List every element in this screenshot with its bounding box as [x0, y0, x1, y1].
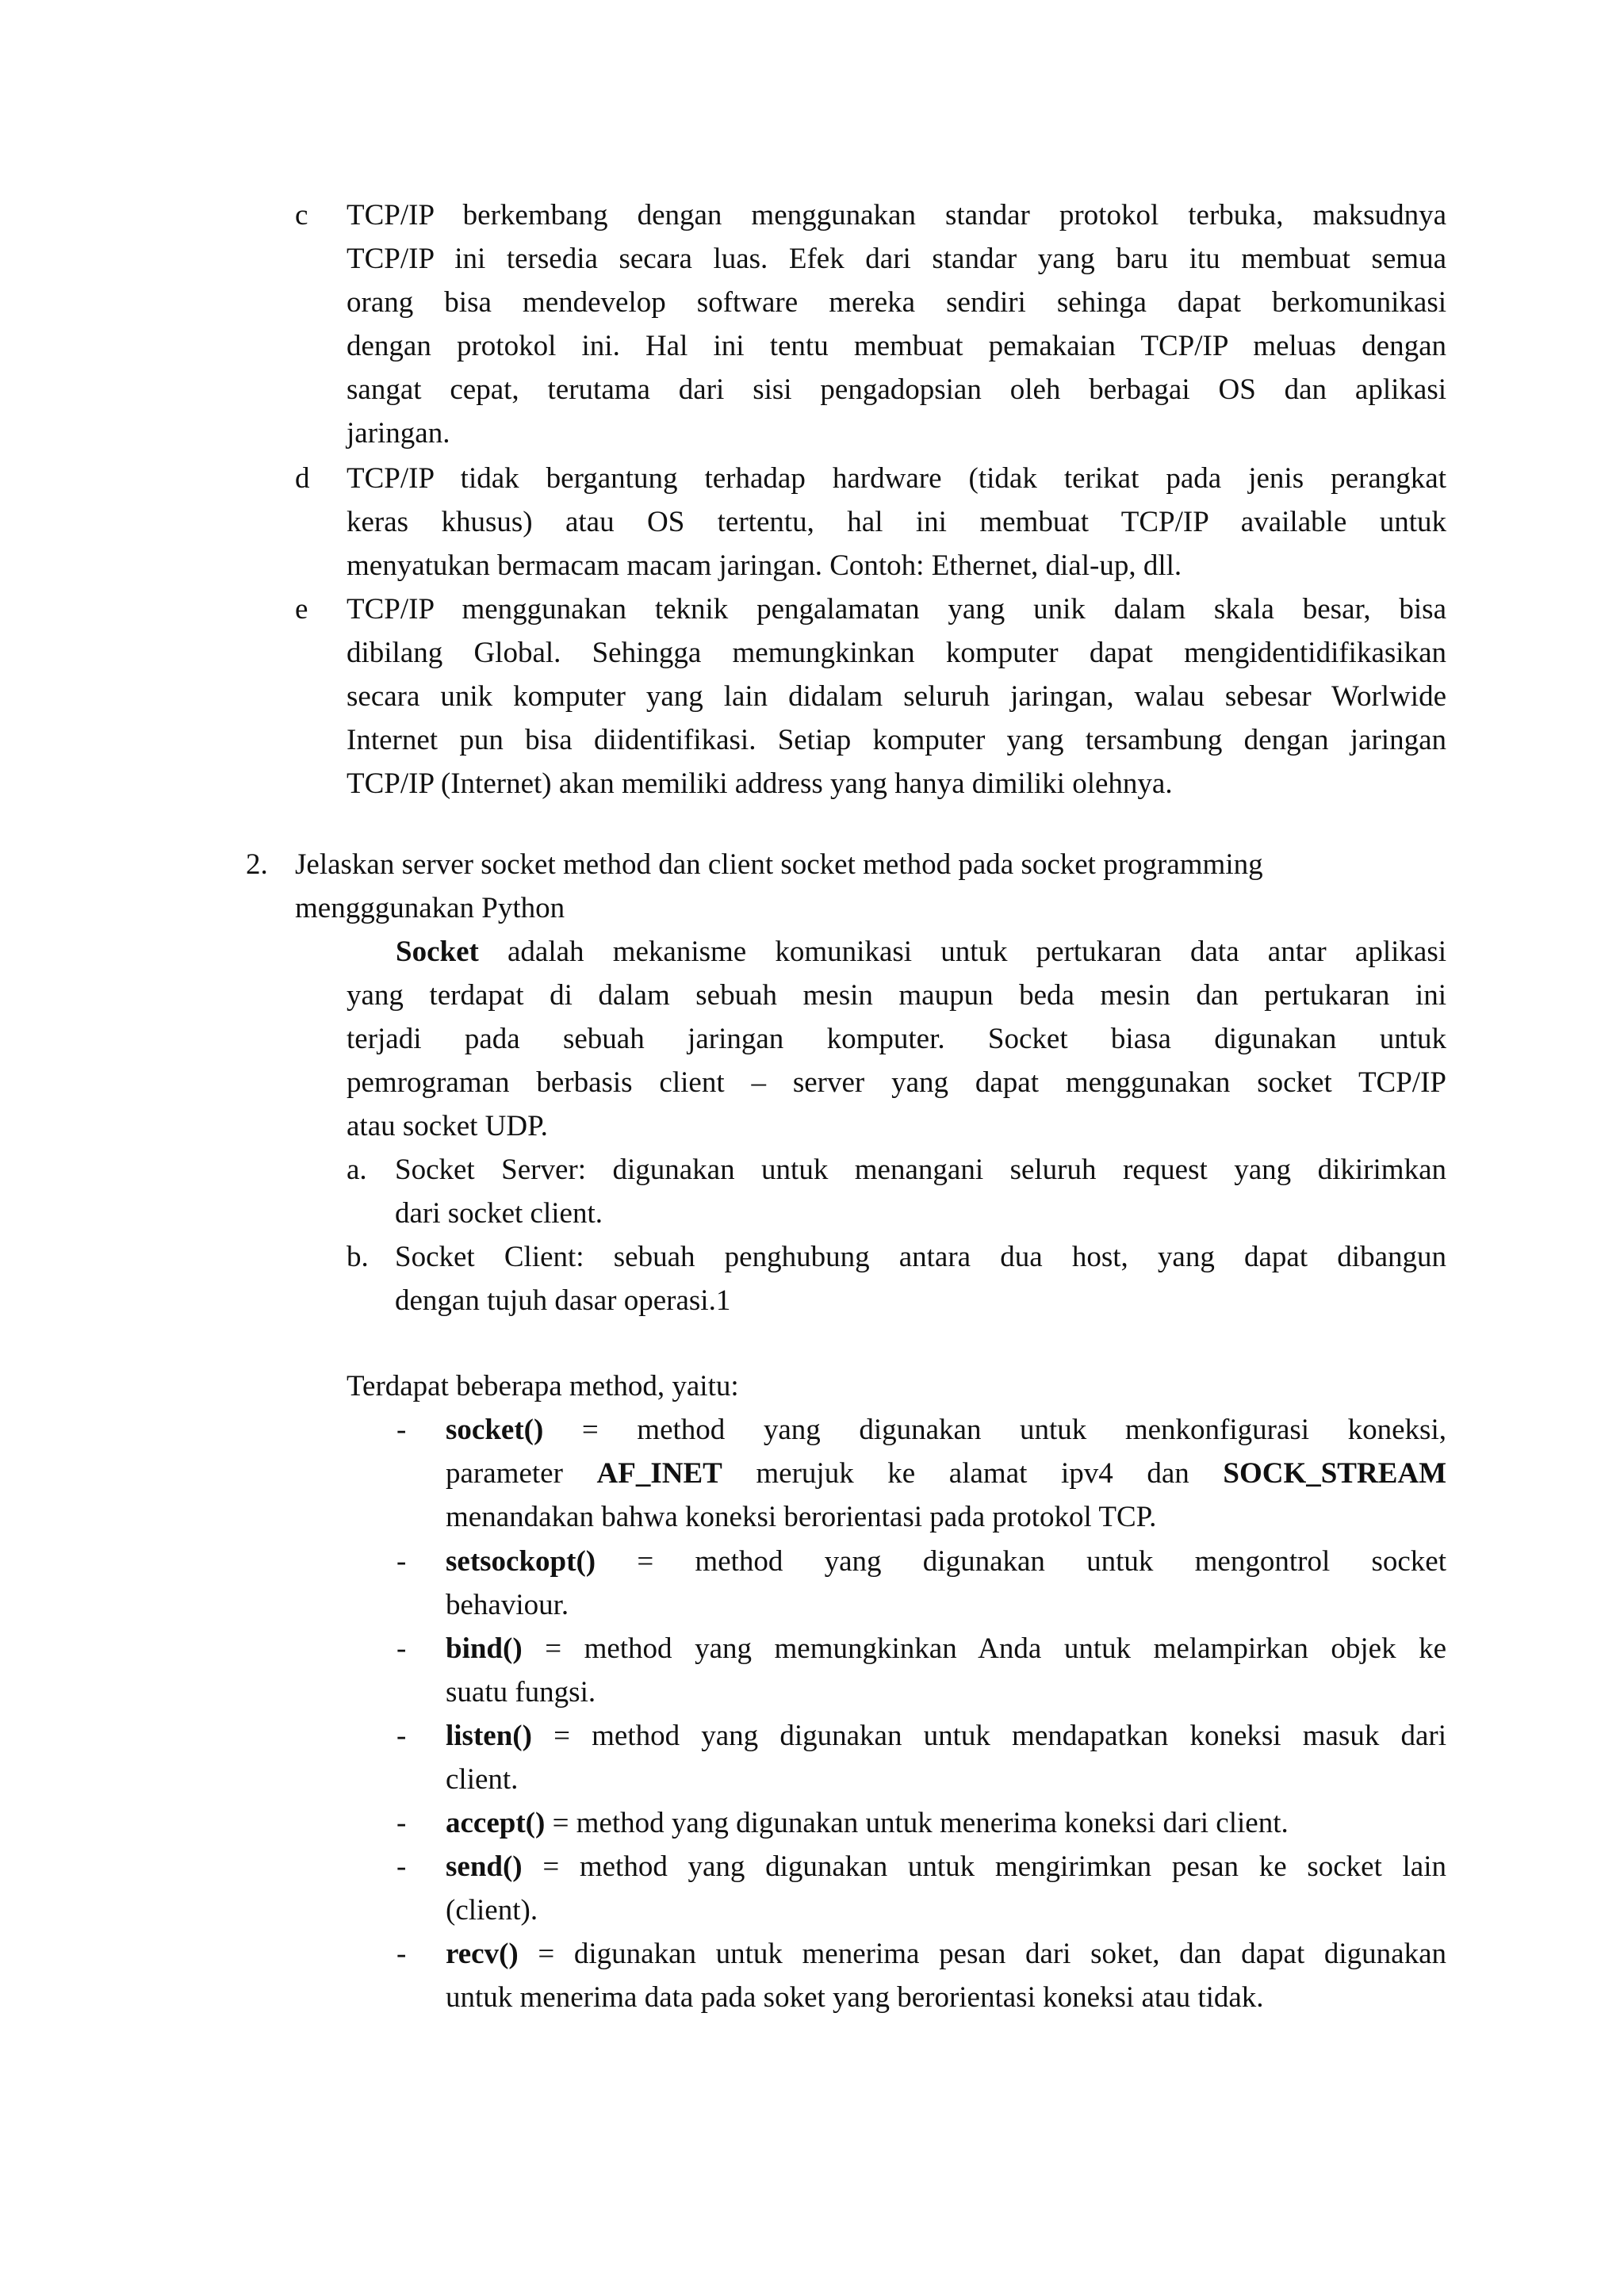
text-fragment: = method yang digunakan untuk mendapatkan koneksi masuk dari	[553, 1720, 1446, 1752]
dash-marker: -	[396, 1632, 407, 1665]
method-name: accept()	[446, 1807, 546, 1839]
text-line: keras khusus) atau OS tertentu, hal ini membuat TCP/IP available untuk	[347, 506, 1446, 538]
list-marker: b.	[347, 1241, 369, 1273]
text-fragment: = method yang digunakan untuk mengontrol socket	[637, 1545, 1446, 1578]
text-line	[446, 1452, 1446, 1495]
text-line: menyatukan bermacam macam jaringan. Contoh: Ethernet, dial-up, dll.	[347, 549, 1182, 582]
method-send-text	[446, 1845, 1446, 1932]
text-fragment: = method yang digunakan untuk menkonfigurasi koneksi,	[581, 1414, 1446, 1446]
text-line: client.	[446, 1763, 519, 1796]
list-marker: e	[295, 593, 308, 626]
text-line: Internet pun bisa diidentifikasi. Setiap komputer yang tersambung dengan jaringan	[347, 724, 1446, 756]
text-line: TCP/IP (Internet) akan memiliki address yang hanya dimiliki olehnya.	[347, 767, 1173, 800]
text-line: menandakan bahwa koneksi berorientasi pada protokol TCP.	[446, 1501, 1157, 1533]
text-line: orang bisa mendevelop software mereka sendiri sehinga dapat berkomunikasi	[347, 286, 1446, 319]
text-fragment: merujuk ke alamat ipv4 dan	[756, 1457, 1189, 1490]
method-listen-text	[446, 1714, 1446, 1801]
socket-type-a-text	[395, 1148, 1446, 1235]
text-line: TCP/IP berkembang dengan menggunakan standar protokol terbuka, maksudnya	[347, 199, 1446, 232]
text-line: dibilang Global. Sehingga memungkinkan komputer dapat mengidentidifikasikan	[347, 637, 1446, 669]
list-marker: d	[295, 462, 310, 495]
list-marker: a.	[347, 1154, 367, 1186]
term-socket: Socket	[396, 936, 479, 968]
dash-marker: -	[396, 1545, 407, 1578]
text-line: behaviour.	[446, 1589, 569, 1621]
text-line: dengan protokol ini. Hal ini tentu membuat pemakaian TCP/IP meluas dengan	[347, 330, 1446, 362]
tcp-point-d-text	[347, 457, 1446, 587]
text-line	[446, 1845, 1446, 1888]
text-line: suatu fungsi.	[446, 1676, 596, 1709]
method-name: listen()	[446, 1720, 532, 1752]
method-name: bind()	[446, 1632, 523, 1665]
method-bind-text	[446, 1627, 1446, 1714]
tcp-point-c-text	[347, 193, 1446, 455]
text-line: Jelaskan server socket method dan client socket method pada socket programming	[295, 848, 1263, 881]
text-line: secara unik komputer yang lain didalam seluruh jaringan, walau sebesar Worlwide	[347, 680, 1446, 713]
socket-intro-paragraph	[347, 930, 1446, 1148]
dash-marker: -	[396, 1720, 407, 1752]
text-line: sangat cepat, terutama dari sisi pengadopsian oleh berbagai OS dan aplikasi	[347, 373, 1446, 406]
method-name: recv()	[446, 1938, 519, 1970]
text-fragment: parameter	[446, 1457, 563, 1490]
text-line: TCP/IP tidak bergantung terhadap hardware (tidak terikat pada jenis perangkat	[347, 462, 1446, 495]
text-line	[347, 930, 1446, 974]
method-accept-text	[446, 1801, 1446, 1845]
text-line: yang terdapat di dalam sebuah mesin maupun beda mesin dan pertukaran ini	[347, 979, 1446, 1012]
text-line: TCP/IP ini tersedia secara luas. Efek dari standar yang baru itu membuat semua	[347, 243, 1446, 275]
method-socket-text	[446, 1408, 1446, 1539]
methods-intro	[347, 1364, 1446, 1408]
socket-type-b-text	[395, 1235, 1446, 1322]
text-line: atau socket UDP.	[347, 1110, 548, 1142]
constant-sock-stream: SOCK_STREAM	[1223, 1457, 1447, 1490]
text-line	[446, 1627, 1446, 1670]
text-line: Socket Client: sebuah penghubung antara dua host, yang dapat dibangun	[395, 1241, 1446, 1273]
dash-marker: -	[396, 1414, 407, 1446]
text-line	[446, 1540, 1446, 1583]
question-number: 2.	[246, 848, 268, 881]
text-line: untuk menerima data pada soket yang berorientasi koneksi atau tidak.	[446, 1981, 1264, 2014]
text-line: mengggunakan Python	[295, 892, 565, 924]
method-name: setsockopt()	[446, 1545, 596, 1578]
text-fragment: = digunakan untuk menerima pesan dari soket, dan dapat digunakan	[538, 1938, 1446, 1970]
text-line: dari socket client.	[395, 1197, 603, 1230]
question-text	[295, 843, 1484, 930]
method-setsockopt-text	[446, 1540, 1446, 1627]
dash-marker: -	[396, 1938, 407, 1970]
text-fragment: = method yang digunakan untuk mengirimkan pesan ke socket lain	[542, 1850, 1447, 1883]
text-line: terjadi pada sebuah jaringan komputer. Socket biasa digunakan untuk	[347, 1023, 1446, 1055]
tcp-point-e-text	[347, 587, 1446, 806]
text-fragment: = method yang memungkinkan Anda untuk melampirkan objek ke	[545, 1632, 1447, 1665]
text-line: Terdapat beberapa method, yaitu:	[347, 1370, 739, 1402]
method-name: socket()	[446, 1414, 544, 1446]
text-line: jaringan.	[347, 417, 450, 450]
text-line: dengan tujuh dasar operasi.1	[395, 1284, 731, 1317]
list-marker: c	[295, 199, 308, 232]
text-line	[446, 1801, 1446, 1845]
text-line: pemrograman berbasis client – server yang dapat menggunakan socket TCP/IP	[347, 1066, 1446, 1099]
dash-marker: -	[396, 1807, 407, 1839]
text-fragment: adalah mekanisme komunikasi untuk pertukaran data antar aplikasi	[508, 936, 1446, 968]
text-fragment: = method yang digunakan untuk menerima koneksi dari client.	[552, 1807, 1289, 1839]
constant-af-inet: AF_INET	[596, 1457, 722, 1490]
method-name: send()	[446, 1850, 523, 1883]
method-recv-text	[446, 1932, 1446, 2019]
dash-marker: -	[396, 1850, 407, 1883]
text-line	[446, 1714, 1446, 1758]
text-line	[446, 1408, 1446, 1452]
text-line	[446, 1932, 1446, 1976]
text-line: Socket Server: digunakan untuk menangani seluruh request yang dikirimkan	[395, 1154, 1446, 1186]
text-line: (client).	[446, 1894, 538, 1927]
text-line: TCP/IP menggunakan teknik pengalamatan yang unik dalam skala besar, bisa	[347, 593, 1446, 626]
